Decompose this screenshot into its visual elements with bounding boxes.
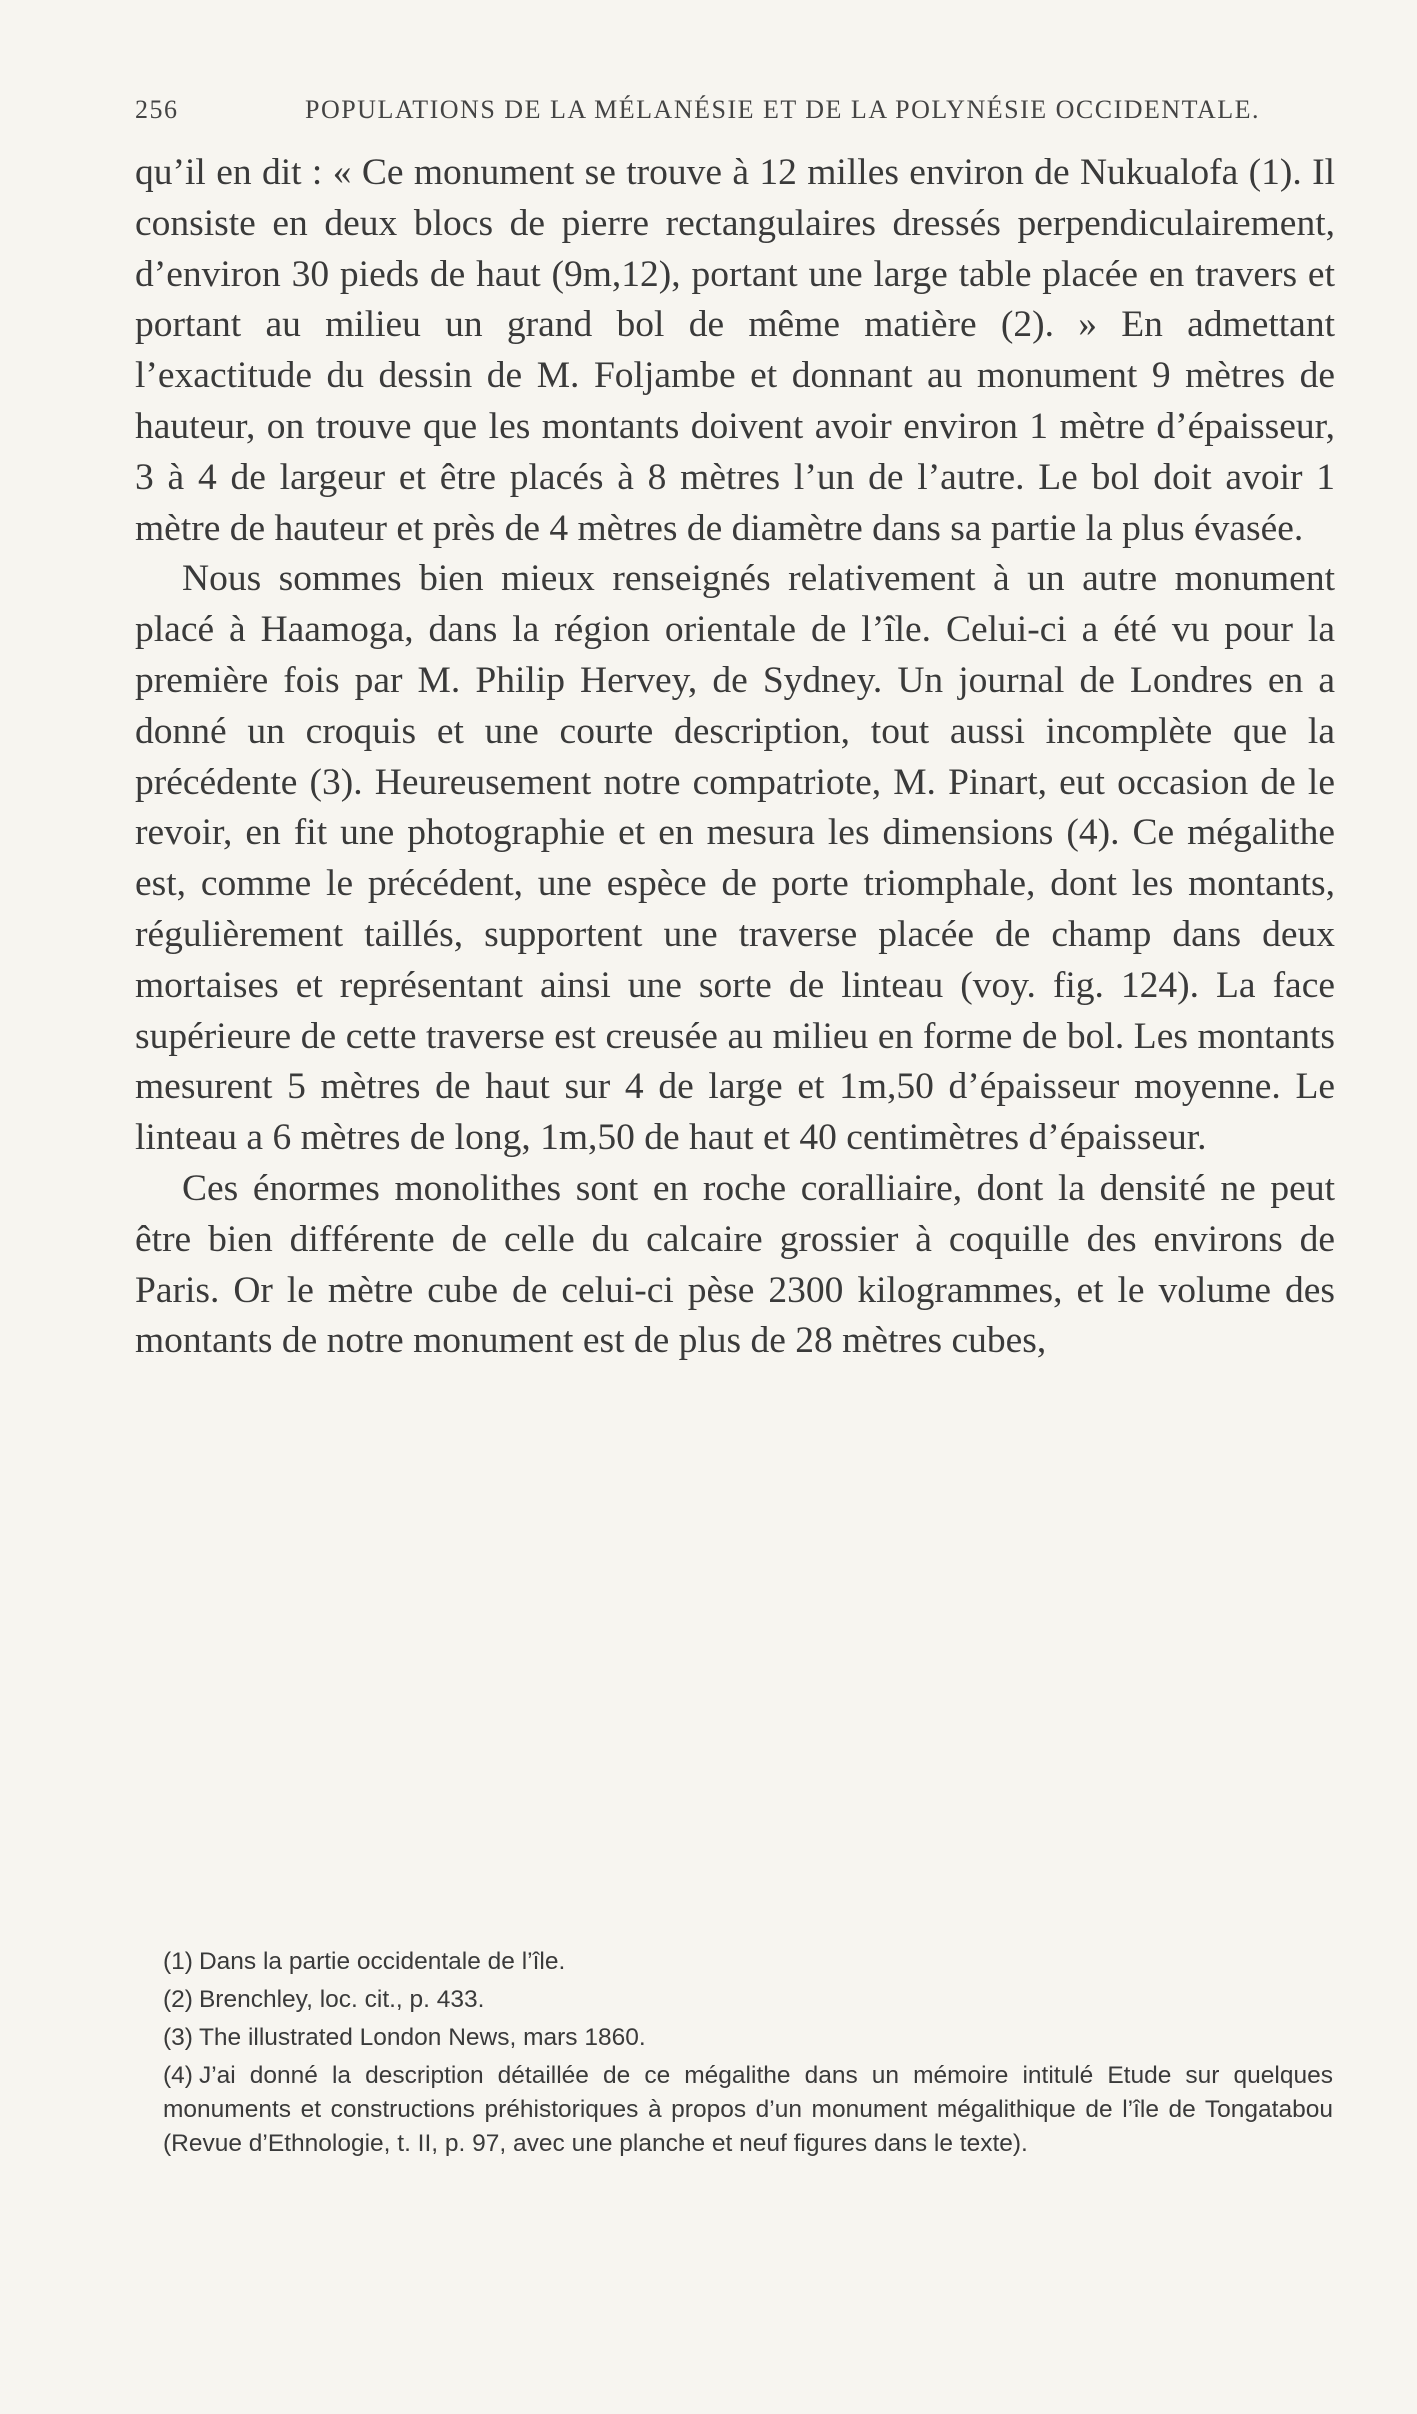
footnote-2 xyxy=(135,1983,1333,2017)
footnotes xyxy=(135,1945,1333,2165)
footnote-3 xyxy=(135,2021,1333,2055)
running-title: POPULATIONS DE LA MÉLANÉSIE ET DE LA POLYNÉSIE OCCIDENTALE. xyxy=(304,95,1261,124)
page-number: 256 xyxy=(135,95,179,124)
footnote-number: (3) xyxy=(163,2024,193,2051)
footnote-text: J’ai donné la description détaillée de ce mégalithe dans un mémoire intitulé Etude sur quelques monuments et constructions préhistoriques à propos d’un monument mégalithique de l’île de Tongatabou (Revue d’Ethnologie, t. II, p. 97, avec une planche et neuf figures dans le texte). xyxy=(163,2062,1333,2157)
book-page xyxy=(135,95,1335,2375)
footnote-text: Brenchley, loc. cit., p. 433. xyxy=(198,1986,485,2013)
footnote-number: (1) xyxy=(163,1948,193,1975)
footnote-number: (2) xyxy=(163,1986,193,2013)
footnote-4 xyxy=(135,2059,1333,2161)
footnote-text: The illustrated London News, mars 1860. xyxy=(198,2024,646,2051)
footnote-number: (4) xyxy=(163,2062,193,2089)
footnote-text: Dans la partie occidentale de l’île. xyxy=(198,1948,566,1975)
paragraph-haamoga: Nous sommes bien mieux renseignés relativement à un autre monument placé à Haamoga, dans la région orientale de l’île. Celui-ci a été vu pour la première fois par M. Philip Hervey, de Sydney. Un journal de Londres en a donné un croquis et une courte description, tout aussi incomplète que la précédente (3). Heureusement notre compatriote, M. Pinart, eut occasion de le revoir, en fit une photographie et en mesura les dimensions (4). Ce mégalithe est, comme le précédent, une espèce de porte triomphale, dont les montants, régulièrement taillés, supportent une traverse placée de champ dans deux mortaises et représentant ainsi une sorte de linteau (voy. fig. 124). La face supérieure de cette traverse est creusée au milieu en forme de bol. Les montants mesurent 5 mètres de haut sur 4 de large et 1m,50 d’épaisseur moyenne. Le linteau a 6 mètres de long, 1m,50 de haut et 40 centimètres d’épaisseur. xyxy=(135,558,1335,1159)
paragraph-continued: qu’il en dit : « Ce monument se trouve à 12 milles environ de Nukualofa (1). Il consiste en deux blocs de pierre rectangulaires dressés perpendiculairement, d’environ 30 pieds de haut (9m,12), portant une large table placée en travers et portant au milieu un grand bol de même matière (2). » En admettant l’exactitude du dessin de M. Foljambe et donnant au monument 9 mètres de hauteur, on trouve que les montants doivent avoir environ 1 mètre d’épaisseur, 3 à 4 de largeur et être placés à 8 mètres l’un de l’autre. Le bol doit avoir 1 mètre de hauteur et près de 4 mètres de diamètre dans sa partie la plus évasée. xyxy=(135,152,1335,549)
paragraph-monoliths: Ces énormes monolithes sont en roche coralliaire, dont la densité ne peut être bien différente de celle du calcaire grossier à coquille des environs de Paris. Or le mètre cube de celui-ci pèse 2300 kilogrammes, et le volume des montants de notre monument est de plus de 28 mètres cubes, xyxy=(135,1167,1335,1362)
footnote-1 xyxy=(135,1945,1333,1979)
body-text xyxy=(135,148,1335,1367)
running-header xyxy=(135,95,1335,135)
